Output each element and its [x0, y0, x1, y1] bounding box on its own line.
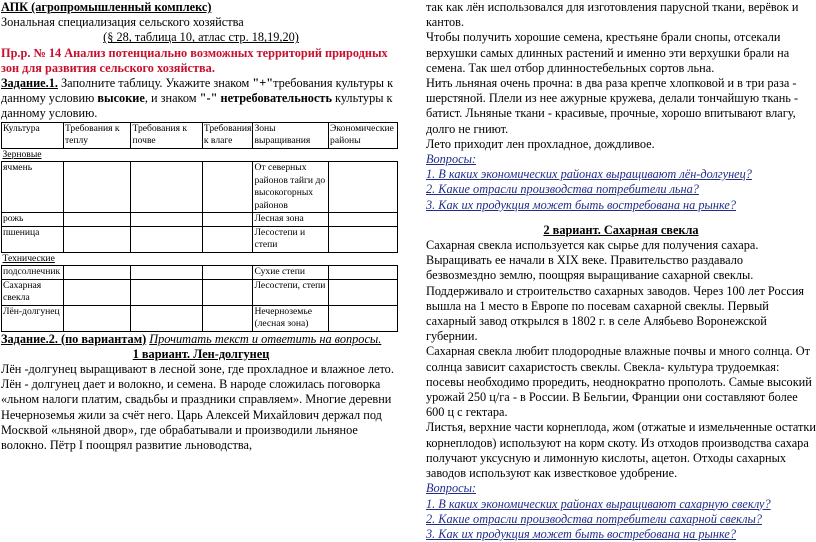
region-cell[interactable] — [329, 213, 398, 227]
soil-cell[interactable] — [131, 213, 202, 227]
header-cell: Требования к теплу — [63, 122, 131, 148]
right-column — [426, 0, 816, 542]
task1-label: Задание.1. — [1, 76, 58, 91]
header-cell: Требования к влаге — [203, 122, 252, 147]
table-row — [2, 279, 398, 305]
question-item: 3. Как их продукция может быть востребована на рынке? — [426, 526, 736, 541]
task2-label: Задание.2. (по вариантам) — [1, 331, 147, 346]
high-word: высокие — [97, 91, 145, 106]
header-cell: Экономические районы — [329, 122, 398, 148]
questions-label: Вопросы: — [426, 152, 476, 167]
region-cell[interactable] — [329, 266, 398, 280]
task2-text: Прочитать текст и ответить на вопросы. — [149, 331, 382, 346]
moisture-cell[interactable] — [202, 279, 253, 305]
questions-label: Вопросы: — [426, 481, 476, 496]
spacer — [426, 213, 816, 223]
task1-text-d: культуры к данному условию. — [1, 91, 393, 121]
question-item: 2. Какие отрасли производства потребители сахарной свеклы? — [426, 511, 763, 526]
heat-cell[interactable] — [63, 162, 131, 213]
crop-cell: подсолнечник — [2, 266, 64, 280]
paragraph: Листья, верхние части корнеплода, жом (отжатые и измельченные остатки корнеплодов) используют на корм скоту. Из отходов производства сахара получают уксусную и лимонную кислоты, ацетон. Отходы сахарных заводов используют как известковое удобрение. — [426, 420, 816, 481]
heat-cell[interactable] — [63, 213, 131, 227]
moisture-cell[interactable] — [202, 226, 253, 252]
task1-text-a: Заполните таблицу. Укажите знаком — [57, 76, 253, 91]
moisture-cell[interactable] — [202, 305, 253, 331]
zone-cell: Сухие степи — [253, 266, 329, 280]
source-reference: (§ 28, таблица 10, атлас стр. 18,19,20) — [103, 30, 299, 45]
page-title: АПК (агропромышленный комплекс) — [1, 0, 212, 14]
crop-cell: рожь — [2, 213, 64, 227]
soil-cell[interactable] — [131, 305, 202, 331]
soil-cell[interactable] — [131, 266, 202, 280]
question-item: 3. Как их продукция может быть востребована на рынке? — [426, 197, 736, 212]
soil-cell[interactable] — [131, 162, 202, 213]
zone-cell: Нечерноземье (лесная зона) — [253, 305, 329, 331]
crop-cell: пшеница — [2, 226, 64, 252]
paragraph: так как лён использовался для изготовления парусной ткани, верёвок и кантов. — [426, 0, 799, 30]
question-item: 1. В каких экономических районах выращивают сахарную свеклу? — [426, 496, 771, 511]
moisture-cell[interactable] — [202, 266, 253, 280]
practical-work-title: Пр.р. № 14 Анализ потенциально возможных территорий природных зон для развития сельского хозяйства. — [1, 45, 388, 75]
soil-cell[interactable] — [131, 279, 202, 305]
region-cell[interactable] — [329, 279, 398, 305]
header-cell: Требования к почве — [131, 122, 202, 148]
crop-cell: Лён-долгунец — [2, 305, 64, 331]
table-row — [2, 213, 398, 227]
table-row — [2, 226, 398, 252]
paragraph: Нить льняная очень прочна: в два раза крепче хлопковой и в три раза - шерстяной. Плели из нее ажурные кружева, делали тончайшую ткань - батист. Льняные ткани - красивые, прочные, хорошо впитывают влагу, долго не гниют. — [426, 76, 799, 136]
group-row — [2, 252, 398, 266]
region-cell[interactable] — [329, 305, 398, 331]
subtitle: Зональная специализация сельского хозяйства — [1, 15, 244, 30]
variant1-title: 1 вариант. Лен-долгунец — [132, 346, 270, 361]
table-row — [2, 162, 398, 213]
heat-cell[interactable] — [63, 279, 131, 305]
left-column — [1, 0, 401, 453]
crop-table — [1, 122, 398, 332]
paragraph: Сахарная свекла используется как сырье для получения сахара. Выращивать ее начали в XIX веке. Правительство раздавало безвозмездно землю, поощряя выращивание сахарной свеклы. Поддерживало и строительство сахарных заводов. Через 100 лет Россия вышла на 1 место в Европе по посевам сахарной свеклы. Первый сахарный завод открылся в 1802 г. в селе Алябьево Воронежской губернии. — [426, 238, 805, 344]
zone-cell: Лесостепи и степи — [253, 226, 329, 252]
zone-cell: От северных районов тайги до высокогорных районов — [253, 162, 329, 213]
group-row — [2, 148, 398, 162]
task2-paragraph — [1, 332, 401, 347]
group-label: Технические — [2, 252, 55, 264]
heat-cell[interactable] — [63, 226, 131, 252]
paragraph: Лето приходит лен прохладное, дождливое. — [426, 136, 655, 151]
header-cell: Культура — [2, 122, 64, 148]
heat-cell[interactable] — [63, 266, 131, 280]
zone-cell: Лесная зона — [253, 213, 329, 227]
header-cell: Зоны выращивания — [253, 122, 329, 148]
moisture-cell[interactable] — [202, 162, 253, 213]
region-cell[interactable] — [329, 162, 398, 213]
heat-cell[interactable] — [63, 305, 131, 331]
paragraph: Сахарная свекла любит плодородные влажные почвы и много солнца. От солнца зависит сахаристость свеклы. Свекла- культура трудоемкая: посевы необходимо проредить, неоднократно прополоть. Самые высокий урожай 250 ц/га - в России. В Бельгии, Франции они составляют более 600 ц с гектара. — [426, 344, 812, 420]
paragraph: Чтобы получить хорошие семена, крестьяне брали снопы, отсекали верхушки самых длинных растений и именно эти верхушки брали на семена. Так шел отбор длинностебельных сортов льна. — [426, 30, 790, 75]
variant2-title: 2 вариант. Сахарная свекла — [543, 222, 699, 237]
low-word: нетребовательность — [220, 91, 332, 106]
zone-cell: Лесостепи, степи — [253, 279, 329, 305]
crop-cell: Сахарная свекла — [2, 279, 64, 305]
region-cell[interactable] — [329, 226, 398, 252]
soil-cell[interactable] — [131, 226, 202, 252]
task1-paragraph — [1, 76, 401, 122]
question-item: 1. В каких экономических районах выращивают лён-долгунец? — [426, 167, 752, 182]
task1-text-b: требования культуры к данному условию — [1, 76, 394, 106]
group-label: Зерновые — [2, 148, 42, 160]
task1-text-c: , и знаком — [144, 91, 200, 106]
question-item: 2. Какие отрасли производства потребители льна? — [426, 182, 699, 197]
table-row — [2, 266, 398, 280]
moisture-cell[interactable] — [202, 213, 253, 227]
variant1-text: Лён -долгунец выращивают в лесной зоне, где прохладное и влажное лето. Лён - долгунец дает и волокно, и семена. В народе сложилась поговорка «льном налоги платим, свадьбы и праздники справляем». Многие деревни Нечерноземья жили за счёт него. Царь Алексей Михайлович держал под Москвой «льняной двор», где обрабатывали и производили льняное волокно. Пётр I поощрял развитие льноводства, — [1, 362, 394, 453]
minus-sign: "-" — [199, 91, 218, 106]
plus-sign: "+" — [252, 76, 274, 91]
table-row — [2, 305, 398, 331]
table-header-row — [2, 122, 398, 148]
crop-cell: ячмень — [2, 162, 64, 213]
